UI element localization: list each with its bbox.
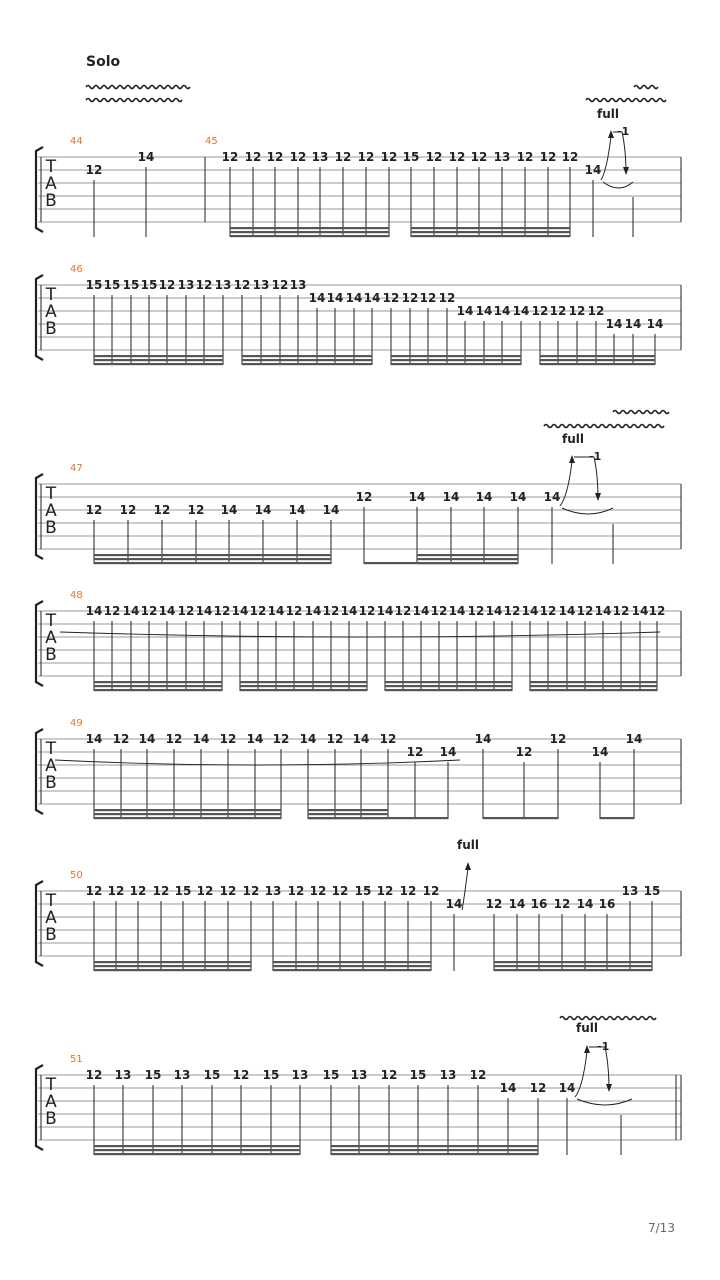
tab-clef-letter: T: [45, 157, 57, 177]
fret-number: 14: [521, 604, 539, 618]
fret-number: 15: [144, 1068, 162, 1082]
fret-number: 12: [242, 884, 260, 898]
fret-number: 14: [304, 604, 322, 618]
fret-number: 12: [107, 884, 125, 898]
note-beam: [94, 355, 223, 357]
fret-number: 15: [643, 884, 661, 898]
fret-number: 12: [401, 291, 419, 305]
fret-number: 14: [192, 732, 210, 746]
fret-number: 14: [254, 503, 272, 517]
system-bracket: [36, 601, 43, 686]
fret-number: 15: [122, 278, 140, 292]
page-indicator: 7/13: [648, 1221, 675, 1235]
release-curve: [574, 457, 598, 500]
fret-number: 14: [195, 604, 213, 618]
note-beam: [94, 813, 281, 815]
fret-number: 15: [322, 1068, 340, 1082]
fret-number: 12: [285, 604, 303, 618]
measure-number: 45: [205, 136, 218, 147]
note-beam: [385, 685, 512, 687]
fret-number: 14: [412, 604, 430, 618]
note-beam: [94, 809, 281, 811]
note-beam: [242, 363, 372, 365]
note-beam: [94, 558, 331, 560]
fret-number: 12: [380, 150, 398, 164]
bend-label: full: [457, 838, 479, 852]
fret-number: 14: [408, 490, 426, 504]
fret-number: 14: [308, 291, 326, 305]
fret-number: 12: [561, 150, 579, 164]
measure-number: 44: [70, 136, 83, 147]
note-beam: [242, 355, 372, 357]
fret-number: 12: [382, 291, 400, 305]
fret-number: 12: [357, 150, 375, 164]
note-beam: [94, 554, 331, 556]
tab-system-7: [36, 1021, 681, 1155]
fret-number: 12: [448, 150, 466, 164]
tab-system-2: [36, 264, 681, 365]
note-beam: [331, 1145, 538, 1147]
fret-number: 16: [598, 897, 616, 911]
tab-clef-letter: A: [45, 1092, 57, 1112]
fret-number: 13: [177, 278, 195, 292]
fret-number: 12: [529, 1081, 547, 1095]
tab-clef-letter: A: [45, 908, 57, 928]
tab-clef-letter: B: [45, 191, 57, 211]
tab-system-5: [36, 718, 681, 819]
fret-number: 12: [129, 884, 147, 898]
tab-clef-letter: A: [45, 501, 57, 521]
fret-number: 12: [85, 884, 103, 898]
fret-number: 12: [322, 604, 340, 618]
fret-number: 12: [334, 150, 352, 164]
note-beam: [417, 554, 518, 556]
measure-number: 51: [70, 1054, 83, 1065]
fret-number: 12: [221, 150, 239, 164]
fret-number: 12: [158, 278, 176, 292]
fret-number: 14: [624, 317, 642, 331]
fret-number: 14: [508, 897, 526, 911]
fret-number: 12: [140, 604, 158, 618]
note-beam: [94, 817, 281, 819]
fret-number: 12: [152, 884, 170, 898]
tab-clef-letter: A: [45, 174, 57, 194]
fret-number: 12: [438, 291, 456, 305]
tab-clef-letter: B: [45, 773, 57, 793]
tab-clef-letter: B: [45, 645, 57, 665]
fret-number: 12: [177, 604, 195, 618]
note-beam: [391, 355, 521, 357]
fret-number: 15: [262, 1068, 280, 1082]
fret-number: 14: [288, 503, 306, 517]
tab-clef-letter: A: [45, 628, 57, 648]
fret-number: 12: [612, 604, 630, 618]
bend-arrowhead: [465, 862, 471, 870]
fret-number: 12: [249, 604, 267, 618]
fret-number: 12: [422, 884, 440, 898]
fret-number: 14: [352, 732, 370, 746]
note-beam: [230, 231, 389, 233]
fret-number: 13: [311, 150, 329, 164]
fret-number: 13: [252, 278, 270, 292]
fret-number: 12: [503, 604, 521, 618]
fret-number: 14: [363, 291, 381, 305]
fret-number: 12: [399, 884, 417, 898]
fret-number: 12: [355, 490, 373, 504]
note-beam: [530, 689, 657, 691]
fret-number: 14: [646, 317, 664, 331]
fret-number: 12: [576, 604, 594, 618]
note-beam: [411, 227, 570, 229]
fret-number: 15: [103, 278, 121, 292]
release-curve: [589, 1047, 609, 1091]
note-beam: [530, 681, 657, 683]
fret-number: 14: [231, 604, 249, 618]
fret-number: 12: [531, 304, 549, 318]
fret-number: 14: [485, 604, 503, 618]
fret-number: 12: [380, 1068, 398, 1082]
fret-number: 15: [203, 1068, 221, 1082]
fret-number: 12: [272, 732, 290, 746]
fret-number: 12: [470, 150, 488, 164]
fret-number: 15: [402, 150, 420, 164]
fret-number: 12: [485, 897, 503, 911]
note-beam: [94, 1145, 300, 1147]
note-beam: [494, 965, 652, 967]
note-beam: [240, 681, 367, 683]
note-beam: [417, 562, 518, 564]
fret-number: 12: [112, 732, 130, 746]
fret-number: 14: [340, 604, 358, 618]
fret-number: 12: [379, 732, 397, 746]
fret-number: 15: [140, 278, 158, 292]
release-arrowhead: [623, 167, 629, 175]
fret-number: 12: [232, 1068, 250, 1082]
fret-number: 16: [530, 897, 548, 911]
fret-number: 12: [233, 278, 251, 292]
tab-system-1: [36, 107, 681, 237]
fret-number: 12: [516, 150, 534, 164]
fret-number: 14: [445, 897, 463, 911]
measure-number: 46: [70, 264, 83, 275]
fret-number: 12: [266, 150, 284, 164]
fret-number: 12: [326, 732, 344, 746]
note-beam: [417, 558, 518, 560]
fret-number: 12: [85, 503, 103, 517]
note-beam: [94, 1149, 300, 1151]
system-bracket: [36, 474, 43, 559]
fret-number: 12: [219, 884, 237, 898]
note-beam: [483, 817, 558, 819]
fret-number: 12: [195, 278, 213, 292]
vibrato-mark: [586, 99, 666, 102]
fret-number: 13: [439, 1068, 457, 1082]
fret-number: 12: [85, 163, 103, 177]
vibrato-mark: [86, 99, 182, 102]
fret-number: 13: [621, 884, 639, 898]
note-beam: [540, 363, 655, 365]
fret-number: 14: [137, 150, 155, 164]
fret-number: 14: [376, 604, 394, 618]
fret-number: 14: [474, 732, 492, 746]
fret-number: 12: [539, 150, 557, 164]
note-beam: [540, 359, 655, 361]
bend-label: full: [562, 432, 584, 446]
fret-number: 12: [85, 1068, 103, 1082]
note-beam: [530, 685, 657, 687]
fret-number: 12: [587, 304, 605, 318]
fret-number: 14: [558, 604, 576, 618]
note-beam: [230, 227, 389, 229]
fret-number: 12: [394, 604, 412, 618]
tab-clef-letter: T: [45, 611, 57, 631]
fret-number: 12: [549, 732, 567, 746]
note-beam: [331, 1149, 538, 1151]
measure-number: 48: [70, 590, 83, 601]
fret-number: 13: [264, 884, 282, 898]
note-beam: [94, 689, 222, 691]
bend-arrowhead: [569, 455, 575, 463]
fret-number: 14: [512, 304, 530, 318]
fret-number: 14: [475, 490, 493, 504]
note-beam: [230, 235, 389, 237]
bend-curve: [601, 136, 611, 180]
bend-arrowhead: [608, 130, 614, 138]
note-beam: [391, 359, 521, 361]
fret-number: 12: [165, 732, 183, 746]
fret-number: 12: [469, 1068, 487, 1082]
slur-arc: [60, 632, 660, 637]
bend-curve: [560, 461, 572, 506]
fret-number: 13: [214, 278, 232, 292]
fret-number: 12: [539, 604, 557, 618]
tab-clef-letter: B: [45, 319, 57, 339]
note-beam: [94, 681, 222, 683]
note-beam: [94, 363, 223, 365]
tab-system-3: [36, 432, 681, 564]
tab-clef-letter: T: [45, 285, 57, 305]
note-beam: [385, 689, 512, 691]
fret-number: 12: [103, 604, 121, 618]
fret-number: 14: [499, 1081, 517, 1095]
fret-number: 13: [173, 1068, 191, 1082]
note-beam: [242, 359, 372, 361]
tab-system-4: [36, 590, 681, 691]
fret-number: 12: [419, 291, 437, 305]
fret-number: 15: [174, 884, 192, 898]
note-beam: [494, 969, 652, 971]
tie-arc: [562, 508, 613, 514]
fret-number: 14: [456, 304, 474, 318]
bend-label: full: [576, 1021, 598, 1035]
fret-number: 12: [287, 884, 305, 898]
note-beam: [411, 231, 570, 233]
note-beam: [240, 689, 367, 691]
fret-number: 14: [299, 732, 317, 746]
note-beam: [308, 809, 388, 811]
note-beam: [273, 961, 431, 963]
note-beam: [308, 817, 388, 819]
vibrato-mark: [613, 411, 669, 414]
measure-number: 50: [70, 870, 83, 881]
fret-number: 14: [509, 490, 527, 504]
vibrato-mark: [560, 1017, 656, 1020]
tab-clef-letter: B: [45, 1109, 57, 1129]
fret-number: 14: [558, 1081, 576, 1095]
fret-number: 12: [213, 604, 231, 618]
fret-number: 14: [448, 604, 466, 618]
fret-number: 14: [442, 490, 460, 504]
note-beam: [385, 681, 512, 683]
tab-clef-letter: T: [45, 891, 57, 911]
release-label: -1: [597, 1040, 610, 1053]
fret-number: 12: [289, 150, 307, 164]
release-label: -1: [589, 450, 602, 463]
note-beam: [94, 562, 331, 564]
fret-number: 14: [493, 304, 511, 318]
bend-curve: [575, 1051, 587, 1097]
note-beam: [540, 355, 655, 357]
fret-number: 14: [594, 604, 612, 618]
fret-number: 12: [515, 745, 533, 759]
slur-arc: [55, 760, 460, 765]
note-beam: [411, 235, 570, 237]
fret-number: 14: [138, 732, 156, 746]
fret-number: 13: [114, 1068, 132, 1082]
fret-number: 12: [425, 150, 443, 164]
system-bracket: [36, 881, 43, 966]
system-bracket: [36, 147, 43, 232]
vibrato-mark: [544, 425, 664, 428]
note-beam: [94, 685, 222, 687]
fret-number: 12: [244, 150, 262, 164]
fret-number: 14: [584, 163, 602, 177]
fret-number: 14: [591, 745, 609, 759]
system-bracket: [36, 275, 43, 360]
fret-number: 12: [553, 897, 571, 911]
fret-number: 12: [549, 304, 567, 318]
tab-clef-letter: T: [45, 739, 57, 759]
fret-number: 15: [354, 884, 372, 898]
section-label: Solo: [86, 54, 121, 70]
fret-number: 12: [568, 304, 586, 318]
fret-number: 12: [309, 884, 327, 898]
fret-number: 14: [158, 604, 176, 618]
fret-number: 13: [291, 1068, 309, 1082]
tab-clef-letter: T: [45, 484, 57, 504]
fret-number: 12: [271, 278, 289, 292]
fret-number: 14: [322, 503, 340, 517]
fret-number: 14: [85, 732, 103, 746]
fret-number: 14: [543, 490, 561, 504]
bend-label: full: [597, 107, 619, 121]
fret-number: 13: [350, 1068, 368, 1082]
bend-arrowhead: [584, 1045, 590, 1053]
fret-number: 14: [576, 897, 594, 911]
fret-number: 12: [219, 732, 237, 746]
fret-number: 14: [267, 604, 285, 618]
fret-number: 12: [196, 884, 214, 898]
note-beam: [273, 969, 431, 971]
fret-number: 14: [326, 291, 344, 305]
fret-number: 12: [467, 604, 485, 618]
fret-number: 12: [119, 503, 137, 517]
release-label: -1: [617, 125, 630, 138]
fret-number: 14: [220, 503, 238, 517]
note-beam: [94, 965, 251, 967]
note-beam: [240, 685, 367, 687]
tab-clef-letter: B: [45, 518, 57, 538]
fret-number: 14: [625, 732, 643, 746]
fret-number: 14: [439, 745, 457, 759]
tab-clef-letter: A: [45, 302, 57, 322]
fret-number: 12: [187, 503, 205, 517]
system-bracket: [36, 729, 43, 814]
vibrato-mark: [634, 86, 658, 89]
fret-number: 12: [153, 503, 171, 517]
measure-number: 49: [70, 718, 83, 729]
fret-number: 14: [631, 604, 649, 618]
fret-number: 12: [648, 604, 666, 618]
fret-number: 14: [605, 317, 623, 331]
fret-number: 15: [85, 278, 103, 292]
note-beam: [273, 965, 431, 967]
fret-number: 15: [409, 1068, 427, 1082]
fret-number: 12: [358, 604, 376, 618]
fret-number: 14: [246, 732, 264, 746]
tab-system-6: [36, 838, 681, 971]
tab-clef-letter: B: [45, 925, 57, 945]
fret-number: 14: [122, 604, 140, 618]
note-beam: [494, 961, 652, 963]
tab-clef-letter: A: [45, 756, 57, 776]
note-beam: [308, 813, 388, 815]
vibrato-mark: [86, 86, 190, 89]
fret-number: 14: [475, 304, 493, 318]
note-beam: [391, 363, 521, 365]
note-beam: [331, 1153, 538, 1155]
fret-number: 12: [331, 884, 349, 898]
note-beam: [94, 359, 223, 361]
note-beam: [94, 961, 251, 963]
fret-number: 14: [345, 291, 363, 305]
note-beam: [94, 1153, 300, 1155]
fret-number: 13: [493, 150, 511, 164]
note-beam: [600, 817, 634, 819]
tie-arc: [577, 1099, 632, 1105]
system-bracket: [36, 1065, 43, 1150]
fret-number: 13: [289, 278, 307, 292]
fret-number: 12: [430, 604, 448, 618]
fret-number: 14: [85, 604, 103, 618]
fret-number: 12: [376, 884, 394, 898]
measure-number: 47: [70, 463, 83, 474]
tab-clef-letter: T: [45, 1075, 57, 1095]
fret-number: 12: [406, 745, 424, 759]
note-beam: [94, 969, 251, 971]
